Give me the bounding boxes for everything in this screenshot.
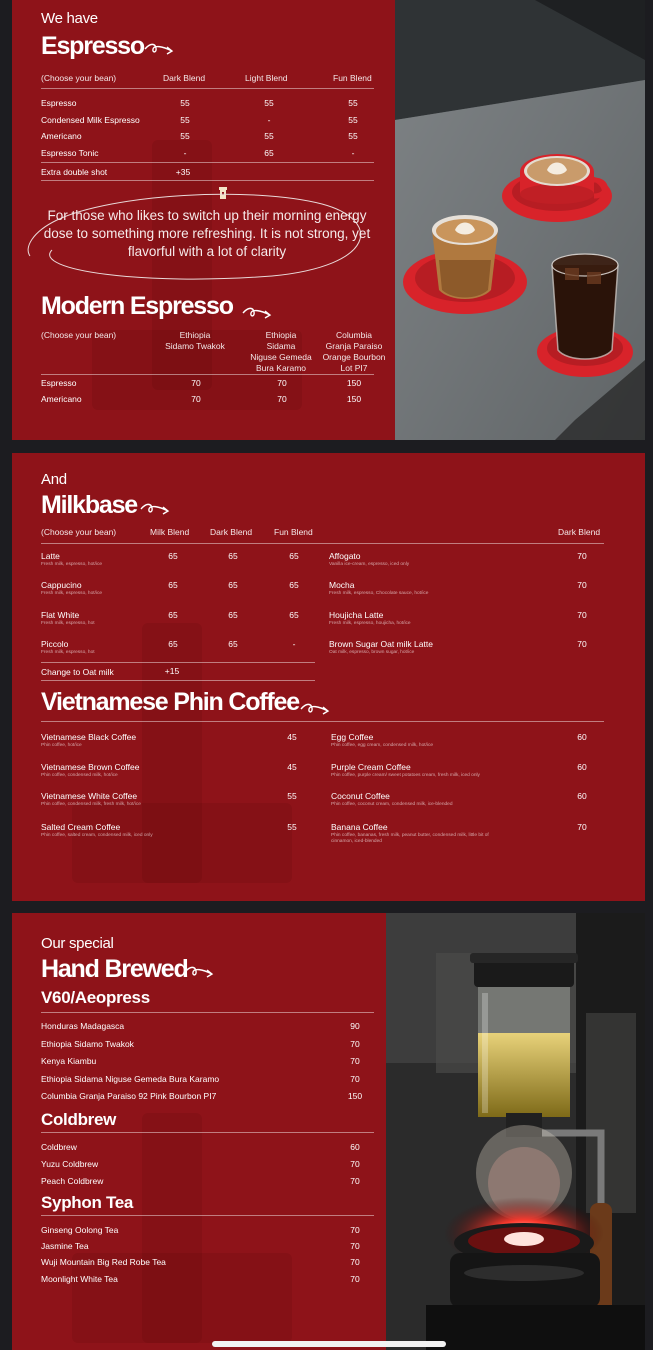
milk-row-name: Latte (41, 551, 60, 561)
coldbrew-rule (41, 1132, 374, 1133)
modern-row-price: 70 (191, 378, 201, 388)
milk-right-row-name: Mocha (329, 580, 355, 591)
hand-brewed-panel (12, 913, 645, 1350)
curly-arrow-icon (242, 306, 274, 320)
v60-row-price: 150 (347, 1091, 363, 1101)
milk-row-price: 65 (289, 580, 299, 591)
modern-col-header: Ethiopia (265, 330, 297, 340)
phin-left-desc: Phin coffee, hot/ice (41, 743, 82, 748)
syphon-photo (386, 913, 645, 1350)
milk-col-header: Fun Blend (274, 527, 313, 537)
espresso-col-1: Dark Blend (163, 73, 206, 83)
phin-left-price: 45 (287, 732, 297, 742)
espresso-row-price: - (183, 147, 187, 158)
espresso-title: Espresso (41, 32, 144, 60)
espresso-row-price: 65 (264, 147, 274, 158)
espresso-photo (395, 0, 645, 440)
v60-title: V60/Aeopress (41, 988, 150, 1007)
espresso-row-price: 55 (264, 131, 274, 141)
hand-title: Hand Brewed (41, 955, 188, 983)
milkbase-panel (12, 453, 645, 901)
phin-right-desc: Phin coffee, egg cream, condensed milk, hot/ice (331, 743, 434, 748)
phin-left-price: 55 (287, 791, 297, 801)
milk-row-name: Flat White (41, 609, 80, 620)
milk-right-row-desc: Fresh milk, espresso, Chocolate sauce, hot/ice (329, 591, 429, 597)
milk-right-row-price: 70 (577, 551, 587, 561)
milk-row-price: 65 (228, 551, 238, 561)
phin-left-name: Vietnamese Black Coffee (41, 732, 137, 742)
v60-row-price: 70 (350, 1038, 360, 1049)
phin-left-desc: Phin coffee, condensed milk, hot/ice (41, 773, 118, 778)
modern-espresso-title: Modern Espresso (41, 292, 233, 320)
curly-arrow-icon (184, 965, 216, 979)
milk-row-price: - (292, 638, 296, 649)
coldbrew-row-price: 60 (350, 1142, 360, 1152)
phin-rule (41, 721, 604, 722)
extra-shot-price: +35 (175, 167, 191, 177)
milk-row-price: 65 (228, 609, 238, 620)
oat-milk-price: +15 (164, 666, 180, 676)
coldbrew-row-price: 70 (350, 1159, 360, 1169)
espresso-row-price: 55 (348, 98, 358, 108)
phin-right-name: Egg Coffee (331, 732, 374, 742)
phin-right-desc: Phin coffee, purple cream/ sweet potatoes cream, fresh milk, iced only (331, 773, 480, 778)
phin-right-price: 60 (577, 762, 587, 772)
phin-left-name: Vietnamese White Coffee (41, 791, 138, 801)
oat-rule (41, 662, 315, 663)
modern-col-header: Sidama (266, 341, 296, 351)
coldbrew-row-name: Coldbrew (41, 1142, 77, 1152)
espresso-intro: We have (41, 10, 98, 27)
milk-col-header: (Choose your bean) (41, 527, 117, 537)
espresso-extra-rule (41, 162, 374, 163)
coldbrew-title: Coldbrew (41, 1110, 117, 1129)
hand-intro: Our special (41, 935, 114, 952)
phin-right-name: Banana Coffee (331, 822, 388, 832)
espresso-tagline: For those who likes to switch up their morning energy dose to something more refreshing. It is not strong, yet flavorful with a lot of clarity (43, 208, 371, 259)
phin-right-name: Purple Cream Coffee (331, 762, 411, 772)
milk-right-row-desc: Fresh milk, espresso, houjicha, hot/ice (329, 620, 411, 626)
espresso-row-name: Condensed Milk Espresso (41, 114, 140, 125)
modern-col-header: Bura Karamo (255, 363, 307, 373)
milk-right-row-name: Brown Sugar Oat milk Latte (329, 638, 433, 649)
v60-row-name: Honduras Madagasca (41, 1021, 125, 1031)
phin-right-price: 60 (577, 791, 587, 801)
phin-left-desc: Phin coffee, condensed milk, fresh milk, hot/ice (41, 802, 141, 807)
milk-row-price: 65 (228, 638, 238, 649)
phin-left-price: 45 (287, 762, 297, 772)
modern-row-name: Americano (41, 394, 82, 404)
milk-row-desc: Fresh milk, espresso, hot/ice (41, 562, 103, 567)
espresso-col-2: Light Blend (245, 73, 288, 83)
modern-row-name: Espresso (41, 378, 77, 388)
syphon-row-name: Jasmine Tea (41, 1241, 89, 1252)
milk-row-price: 65 (168, 609, 178, 620)
syphon-brewer-image (386, 913, 645, 1350)
espresso-row-price: 55 (264, 98, 274, 108)
phin-title: Vietnamese Phin Coffee (41, 688, 299, 716)
phin-right-desc: Phin coffee, coconut cream, condensed milk, ice-blended (331, 802, 453, 807)
espresso-row-name: Americano (41, 131, 82, 141)
milkbase-title: Milkbase (41, 491, 138, 519)
syphon-rule (41, 1215, 374, 1216)
modern-row-price: 70 (277, 394, 287, 404)
phin-left-name: Vietnamese Brown Coffee (41, 762, 140, 772)
espresso-col-bean: (Choose your bean) (41, 73, 117, 83)
syphon-title: Syphon Tea (41, 1193, 134, 1212)
v60-row-name: Ethiopia Sidama Niguse Gemeda Bura Karamo (41, 1073, 220, 1084)
syphon-row-price: 70 (350, 1257, 360, 1268)
milk-right-row-price: 70 (577, 609, 587, 620)
modern-col-header: Columbia (336, 330, 372, 340)
syphon-row-price: 70 (350, 1241, 360, 1252)
modern-col-header: Orange Bourbon (322, 352, 386, 362)
curly-arrow-icon (300, 702, 332, 716)
milk-row-desc: Fresh milk, espresso, hot (41, 620, 95, 626)
espresso-row-price: - (351, 147, 355, 158)
v60-row-price: 70 (350, 1056, 360, 1066)
milk-header-rule (41, 543, 604, 544)
milk-right-row-desc: Oat milk, espresso, brown sugar, hot/ice (329, 649, 415, 655)
modern-row-price: 70 (191, 394, 201, 404)
curly-arrow-icon (140, 502, 172, 516)
modern-col-header: Granja Paraiso (325, 341, 383, 351)
home-indicator[interactable] (212, 1341, 446, 1347)
milk-row-price: 65 (289, 609, 299, 620)
phin-right-name: Coconut Coffee (331, 791, 390, 801)
milk-row-price: 65 (289, 551, 299, 561)
phin-left-name: Salted Cream Coffee (41, 822, 121, 832)
phin-right-price: 60 (577, 732, 587, 742)
syphon-row-name: Ginseng Oolong Tea (41, 1225, 119, 1235)
milk-right-row-name: Houjicha Latte (329, 609, 384, 620)
v60-row-name: Ethiopia Sidamo Twakok (41, 1038, 134, 1049)
syphon-row-name: Wuji Mountain Big Red Robe Tea (41, 1257, 166, 1268)
v60-rule (41, 1012, 374, 1013)
modern-header-rule (41, 374, 374, 375)
syphon-row-price: 70 (350, 1225, 360, 1235)
modern-bean-label: (Choose your bean) (41, 330, 117, 340)
building-watermark (72, 803, 292, 883)
espresso-header-rule (41, 88, 374, 89)
modern-col-header: Niguse Gemeda (250, 352, 312, 362)
v60-row-name: Columbia Granja Paraiso 92 Pink Bourbon PI7 (41, 1091, 217, 1101)
milk-row-price: 65 (168, 551, 178, 561)
milk-right-row-name: Affogato (329, 551, 361, 561)
espresso-panel (12, 0, 645, 440)
milkbase-intro: And (41, 471, 67, 488)
espresso-row-name: Espresso Tonic (41, 147, 99, 158)
milk-row-name: Piccolo (41, 638, 69, 649)
espresso-row-price: 55 (180, 98, 190, 108)
milk-row-price: 65 (168, 638, 178, 649)
modern-row-price: 150 (346, 378, 362, 388)
phin-left-price: 55 (287, 822, 297, 832)
espresso-row-price: 55 (348, 131, 358, 141)
oat-milk-label: Change to Oat milk (41, 667, 114, 677)
milk-row-name: Cappucino (41, 580, 82, 591)
syphon-row-price: 70 (350, 1273, 360, 1284)
milk-right-row-price: 70 (577, 638, 587, 649)
modern-col-header: Lot PI7 (340, 363, 368, 373)
coffee-cups-image (395, 0, 645, 440)
coldbrew-row-price: 70 (350, 1176, 360, 1186)
syphon-row-name: Moonlight White Tea (41, 1273, 118, 1284)
milk-row-desc: Fresh milk, espresso, hot/ice (41, 591, 103, 597)
espresso-col-3: Fun Blend (333, 73, 372, 83)
phin-right-price: 70 (577, 822, 587, 832)
v60-row-price: 70 (350, 1073, 360, 1084)
coldbrew-row-name: Peach Coldbrew (41, 1176, 104, 1186)
modern-row-price: 150 (346, 394, 362, 404)
milk-row-price: 65 (228, 580, 238, 591)
modern-col-header: Sidamo Twakok (165, 341, 225, 351)
coldbrew-row-name: Yuzu Coldbrew (41, 1159, 99, 1169)
modern-col-header: Ethiopia (179, 330, 211, 340)
phin-right-desc: Phin coffee, bananas, fresh milk, peanut butter, condensed milk, little bit of cinnamon, iced-blended (331, 833, 489, 844)
milk-right-row-desc: Vanilla ice-cream, espresso, iced only (329, 562, 410, 567)
milk-right-row-price: 70 (577, 580, 587, 591)
espresso-row-price: 55 (180, 114, 190, 125)
milk-right-column-header: Dark Blend (558, 527, 601, 537)
espresso-row-price: - (267, 114, 271, 125)
modern-row-price: 70 (277, 378, 287, 388)
espresso-row-price: 55 (348, 114, 358, 125)
espresso-row-name: Espresso (41, 98, 77, 108)
v60-row-name: Kenya Kiambu (41, 1056, 97, 1066)
milk-col-header: Dark Blend (210, 527, 253, 537)
curly-arrow-icon (144, 42, 176, 56)
milk-row-desc: Fresh milk, espresso, hot (41, 649, 95, 655)
v60-row-price: 90 (350, 1021, 360, 1031)
oat-rule-bottom (41, 680, 315, 681)
extra-shot-label: Extra double shot (41, 167, 108, 177)
milk-col-header: Milk Blend (150, 527, 190, 537)
milk-row-price: 65 (168, 580, 178, 591)
espresso-row-price: 55 (180, 131, 190, 141)
phin-left-desc: Phin coffee, salted cream, condensed milk, iced only (41, 833, 153, 838)
espresso-extra-rule-bottom (41, 180, 374, 181)
